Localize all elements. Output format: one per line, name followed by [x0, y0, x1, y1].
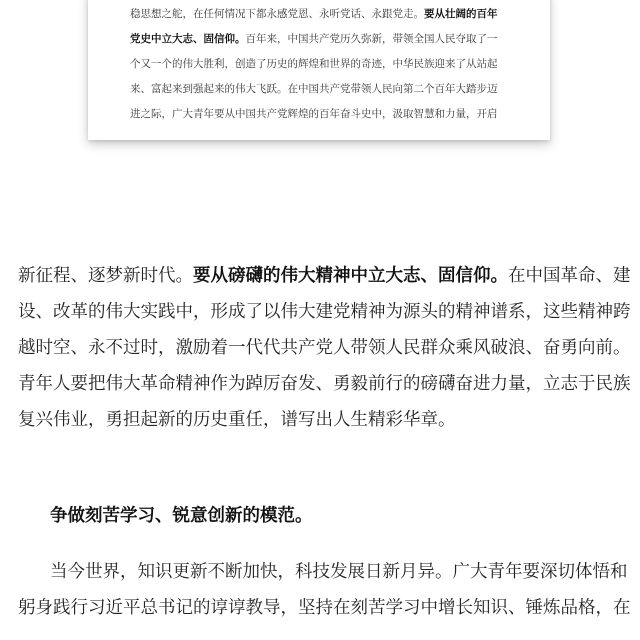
- section-heading: 争做刻苦学习、锐意创新的模范。: [50, 506, 313, 526]
- paragraph-line: 设、改革的伟大实践中，形成了以伟大建党精神为源头的精神谱系，这些精神跨: [18, 302, 631, 322]
- paragraph-line: 躬身践行习近平总书记的谆谆教导，坚持在刻苦学习中增长知识、锤炼品格，在: [18, 598, 631, 618]
- paragraph-line: 当今世界，知识更新不断加快，科技发展日新月异。广大青年要深切体悟和: [50, 562, 628, 582]
- paragraph-line: 越时空、永不过时，激励着一代代共产党人带领人民群众乘风破浪、奋勇向前。: [18, 338, 631, 358]
- card-line: 党史中立大志、固信仰。百年来，中国共产党历久弥新，带领全国人民夺取了一: [130, 33, 498, 45]
- card-line: 来、富起来到强起来的伟大飞跃。在中国共产党带领人民向第二个百年大踏步迈: [130, 83, 498, 95]
- card-text: [130, 2, 516, 127]
- card-line: 稳思想之舵，在任何情况下都永感党恩、永听党话、永跟党走。要从壮阔的百年: [130, 8, 498, 20]
- paragraph-line: 复兴伟业，勇担起新的历史重任，谱写出人生精彩华章。: [18, 410, 456, 430]
- paragraph-line: 新征程、逐梦新时代。要从磅礴的伟大精神中立大志、固信仰。在中国革命、建: [18, 266, 631, 286]
- paragraph-1: [18, 258, 631, 432]
- card-line: 个又一个的伟大胜利，创造了历史的辉煌和世界的奇迹，中华民族迎来了从站起: [130, 58, 498, 70]
- paragraph-2: [18, 554, 631, 626]
- paragraph-line: 青年人要把伟大革命精神作为踔厉奋发、勇毅前行的磅礴奋进力量，立志于民族: [18, 374, 631, 394]
- document-image-card: [88, 0, 550, 140]
- card-line: 进之际，广大青年要从中国共产党辉煌的百年奋斗史中，汲取智慧和力量，开启: [130, 108, 498, 120]
